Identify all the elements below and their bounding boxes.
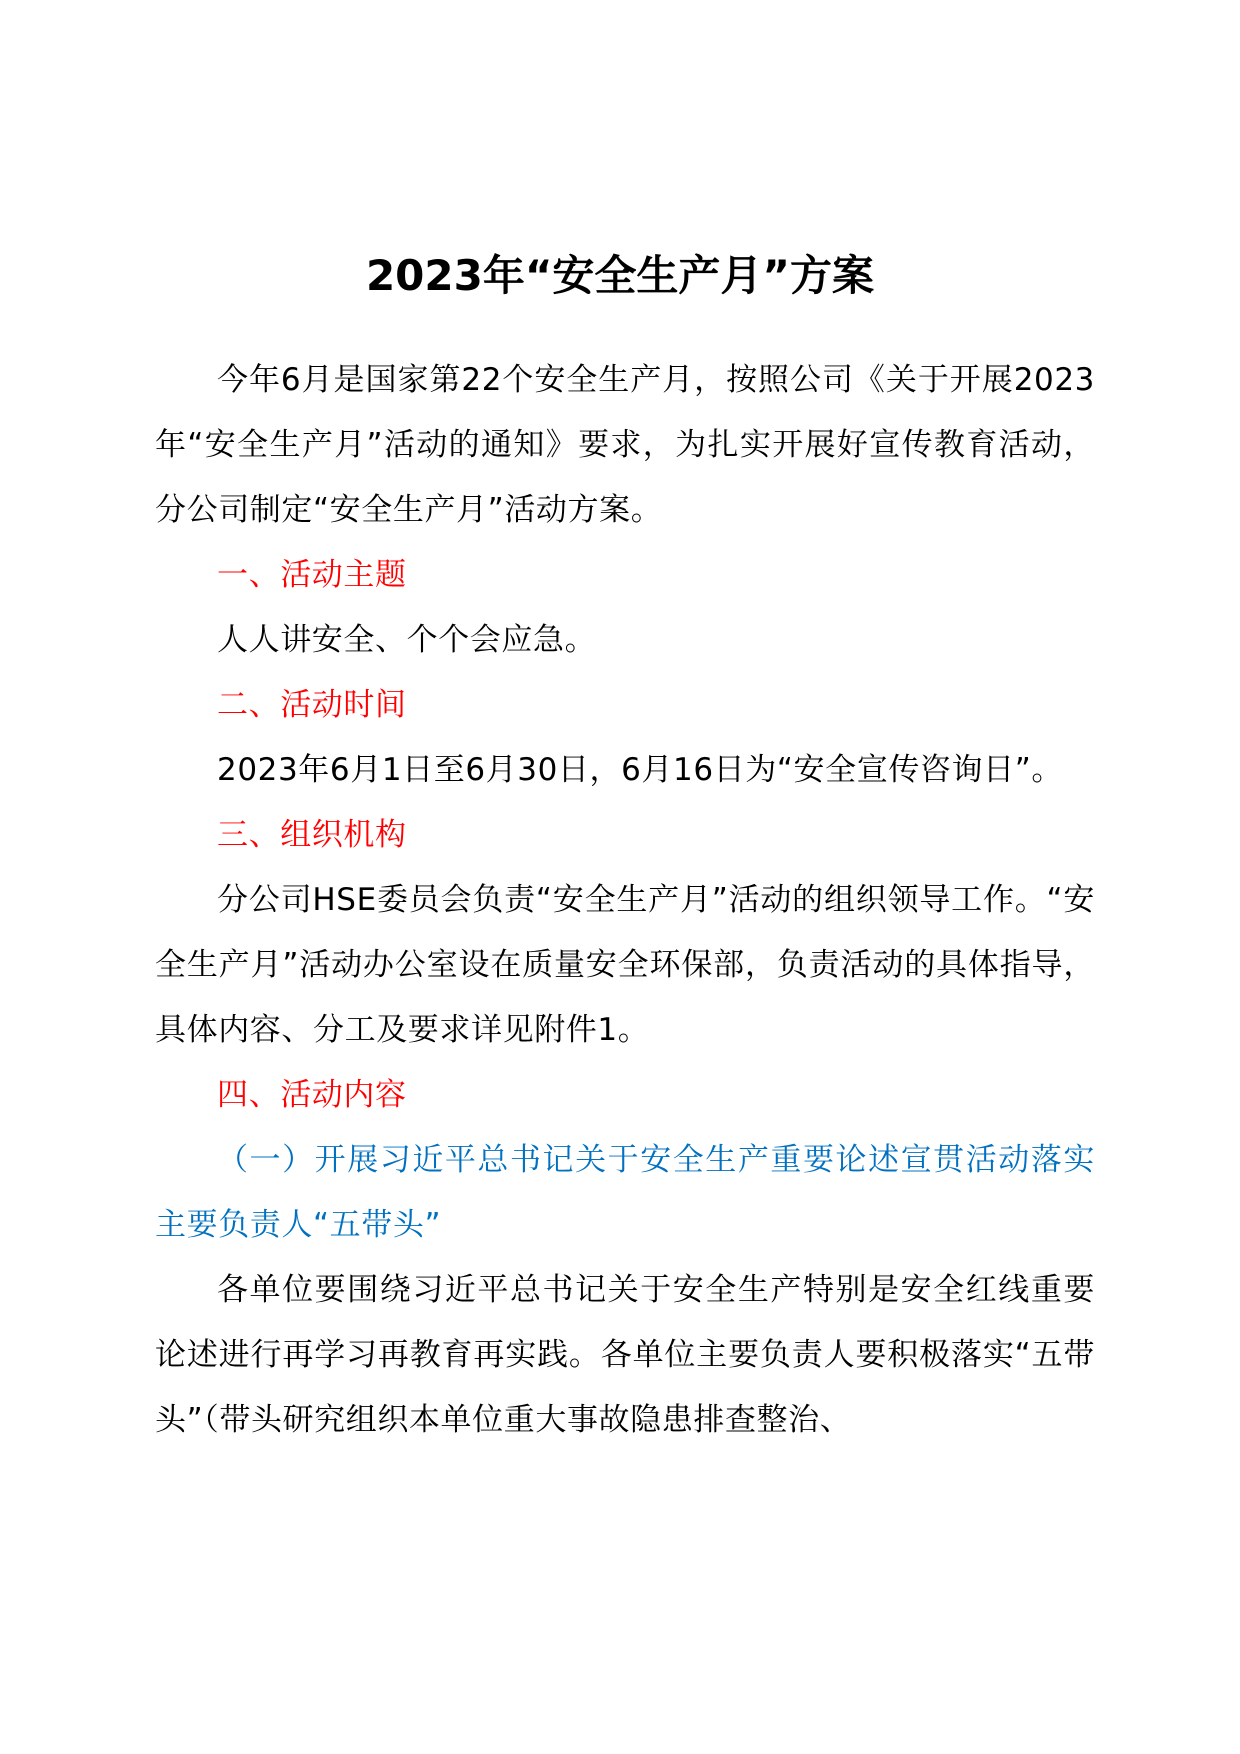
section-body-theme: 人人讲安全、个个会应急。 [217, 622, 597, 658]
section-heading-theme: 一、活动主题 [217, 557, 407, 593]
section-heading-content: 四、活动内容 [217, 1077, 407, 1113]
section-body-organization: 分公司HSE委员会负责“安全生产月”活动的组织领导工作。“安全生产月”活动办公室设在质量安全环保部，负责活动的具体指导，具体内容、分工及要求详见附件1。 [155, 882, 1095, 1048]
section-heading-time: 二、活动时间 [217, 687, 407, 723]
subsection-heading-1: （一）开展习近平总书记关于安全生产重要论述宣贯活动落实主要负责人“五带头” [155, 1142, 1095, 1243]
section-heading-organization: 三、组织机构 [217, 817, 407, 853]
intro-paragraph: 今年6月是国家第22个安全生产月，按照公司《关于开展2023年“安全生产月”活动的通知》要求，为扎实开展好宣传教育活动，分公司制定“安全生产月”活动方案。 [155, 362, 1095, 528]
document-body [155, 348, 1095, 1453]
document-title: 2023年“安全生产月”方案 [365, 251, 875, 300]
section-body-time: 2023年6月1日至6月30日，6月16日为“安全宣传咨询日”。 [217, 752, 1063, 788]
section-body-content: 各单位要围绕习近平总书记关于安全生产特别是安全红线重要论述进行再学习再教育再实践。各单位主要负责人要积极落实“五带头”（带头研究组织本单位重大事故隐患排查整治、 [155, 1272, 1095, 1438]
